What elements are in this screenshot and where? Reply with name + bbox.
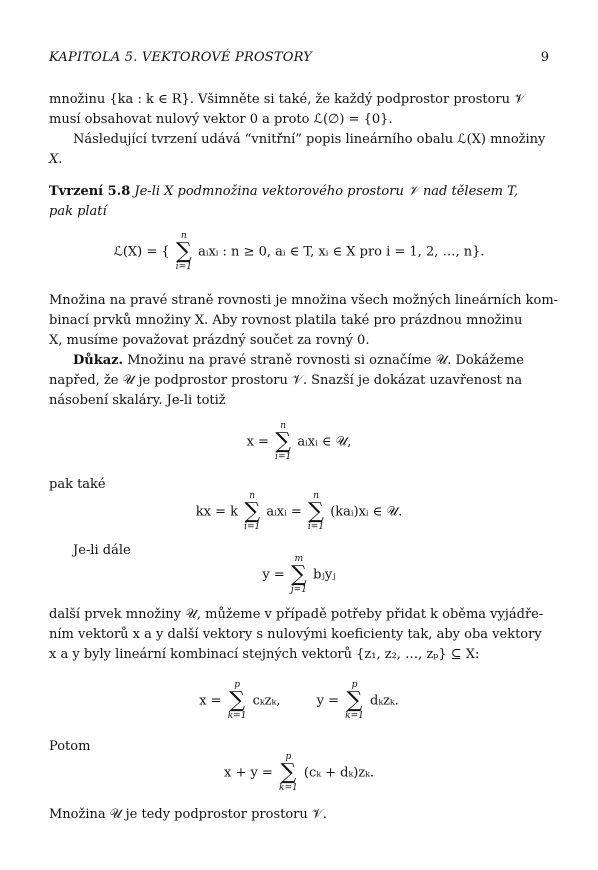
sum-upper-limit: n xyxy=(313,491,319,501)
sum-upper-limit: p xyxy=(351,680,358,690)
text-line: Následující tvrzení udává “vnitřní” popis lineárního obalu ℒ(X) množiny xyxy=(73,132,546,147)
equation-part: (kaᵢ)xᵢ ∈ 𝒰. xyxy=(330,504,403,520)
text-line: Množina na pravé straně rovnosti je množina všech možných lineárních kom- xyxy=(49,293,559,308)
theorem-text: pak platí xyxy=(49,204,107,219)
sigma: ∑ xyxy=(280,760,297,785)
text-line: Množina 𝒰 je tedy podprostor prostoru 𝒱. xyxy=(49,807,327,822)
text-line: násobení skaláry. Je-li totiž xyxy=(49,393,226,408)
sum-symbol xyxy=(228,681,247,721)
sum-lower-limit: j=1 xyxy=(290,585,307,595)
equation-part: y = xyxy=(316,693,339,709)
text-line: musí obsahovat nulový vektor 0 a proto ℒ(∅) = {0}. xyxy=(49,112,393,127)
theorem-statement xyxy=(49,182,549,202)
text-line: X, musíme považovat prázdný součet za rovný 0. xyxy=(49,333,370,348)
text-line: další prvek množiny 𝒰, můžeme v případě potřeby přidat k oběma vyjádře- xyxy=(49,607,544,622)
sum-lower-limit: k=1 xyxy=(227,711,247,721)
sum-symbol xyxy=(308,492,324,532)
sum-lower-limit: k=1 xyxy=(345,711,364,721)
equation-part: ℒ(X) = { xyxy=(113,244,170,260)
sum-upper-limit: p xyxy=(234,680,240,690)
equation-sum-xy xyxy=(49,753,549,793)
sigma: ∑ xyxy=(291,562,307,587)
sum-lower-limit: i=1 xyxy=(175,262,192,272)
equation-part: dₖzₖ. xyxy=(370,693,399,709)
text-line: Je-li dále xyxy=(73,543,131,558)
page-number: 9 xyxy=(540,50,549,65)
equation-kx-in-u xyxy=(49,492,549,532)
sum-symbol xyxy=(176,232,192,272)
equation-linear-span xyxy=(49,232,549,272)
equation-part: aᵢxᵢ ∈ 𝒰, xyxy=(297,434,352,450)
equation-part: y = xyxy=(262,567,285,583)
sigma: ∑ xyxy=(275,429,292,454)
text-line: x a y byly lineární kombinací stejných vektorů {z₁, z₂, …, zₚ} ⊆ X: xyxy=(49,647,480,662)
equation-part: x + y = xyxy=(224,765,273,781)
equation-part: kx = k xyxy=(195,504,238,520)
sigma: ∑ xyxy=(308,499,324,524)
sigma: ∑ xyxy=(176,239,192,264)
theorem-label: Tvrzení 5.8 xyxy=(49,184,131,199)
text-line: X. xyxy=(49,152,63,167)
equation-x-in-u xyxy=(49,422,549,462)
equation-xy-combination xyxy=(49,681,549,721)
sigma: ∑ xyxy=(244,499,261,524)
sum-upper-limit: p xyxy=(285,752,292,762)
proof-text: Množinu na pravé straně rovnosti si označíme 𝒰. Dokážeme xyxy=(127,353,524,368)
text-line: binací prvků množiny X. Aby rovnost platila také pro prázdnou množinu xyxy=(49,313,523,328)
sum-symbol xyxy=(345,681,364,721)
proof-start xyxy=(49,351,573,371)
equation-y xyxy=(49,555,549,595)
theorem-text: Je-li X podmnožina vektorového prostoru 𝒱 nad tělesem T, xyxy=(134,184,519,199)
sum-upper-limit: n xyxy=(280,421,287,431)
sum-upper-limit: n xyxy=(180,231,187,241)
sigma: ∑ xyxy=(346,688,363,713)
equation-part: aᵢxᵢ = xyxy=(266,504,302,520)
equation-part: (cₖ + dₖ)zₖ. xyxy=(303,765,374,781)
equation-part: aᵢxᵢ : n ≥ 0, aᵢ ∈ T, xᵢ ∈ X pro i = 1, 2, …, n}. xyxy=(198,244,485,260)
equation-part: x = xyxy=(246,434,269,450)
proof-label: Důkaz. xyxy=(73,353,124,368)
text-line: množinu {ka : k ∈ R}. Všimněte si také, že každý podprostor prostoru 𝒱 xyxy=(49,92,525,107)
text-line: Potom xyxy=(49,739,91,754)
sum-lower-limit: i=1 xyxy=(307,522,325,532)
text-line: pak také xyxy=(49,477,106,492)
sum-upper-limit: m xyxy=(294,554,304,564)
sum-symbol xyxy=(291,555,307,595)
chapter-title: KAPITOLA 5. VEKTOROVÉ PROSTORY xyxy=(49,50,313,65)
text-line: ním vektorů x a y další vektory s nulovými koeficienty tak, aby oba vektory xyxy=(49,627,542,642)
sum-symbol xyxy=(244,492,260,532)
sum-symbol xyxy=(275,422,291,462)
equation-part: x = xyxy=(199,693,222,709)
equation-part: bⱼyⱼ xyxy=(313,567,336,583)
text-line: napřed, že 𝒰 je podprostor prostoru 𝒱. Snazší je dokázat uzavřenost na xyxy=(49,373,523,388)
equation-part: cₖzₖ, xyxy=(252,693,281,709)
sum-lower-limit: k=1 xyxy=(279,783,298,793)
sum-upper-limit: n xyxy=(249,491,256,501)
sum-lower-limit: i=1 xyxy=(275,452,292,462)
sum-lower-limit: i=1 xyxy=(244,522,261,532)
sigma: ∑ xyxy=(229,688,245,713)
running-header xyxy=(49,50,549,70)
sum-symbol xyxy=(279,753,298,793)
